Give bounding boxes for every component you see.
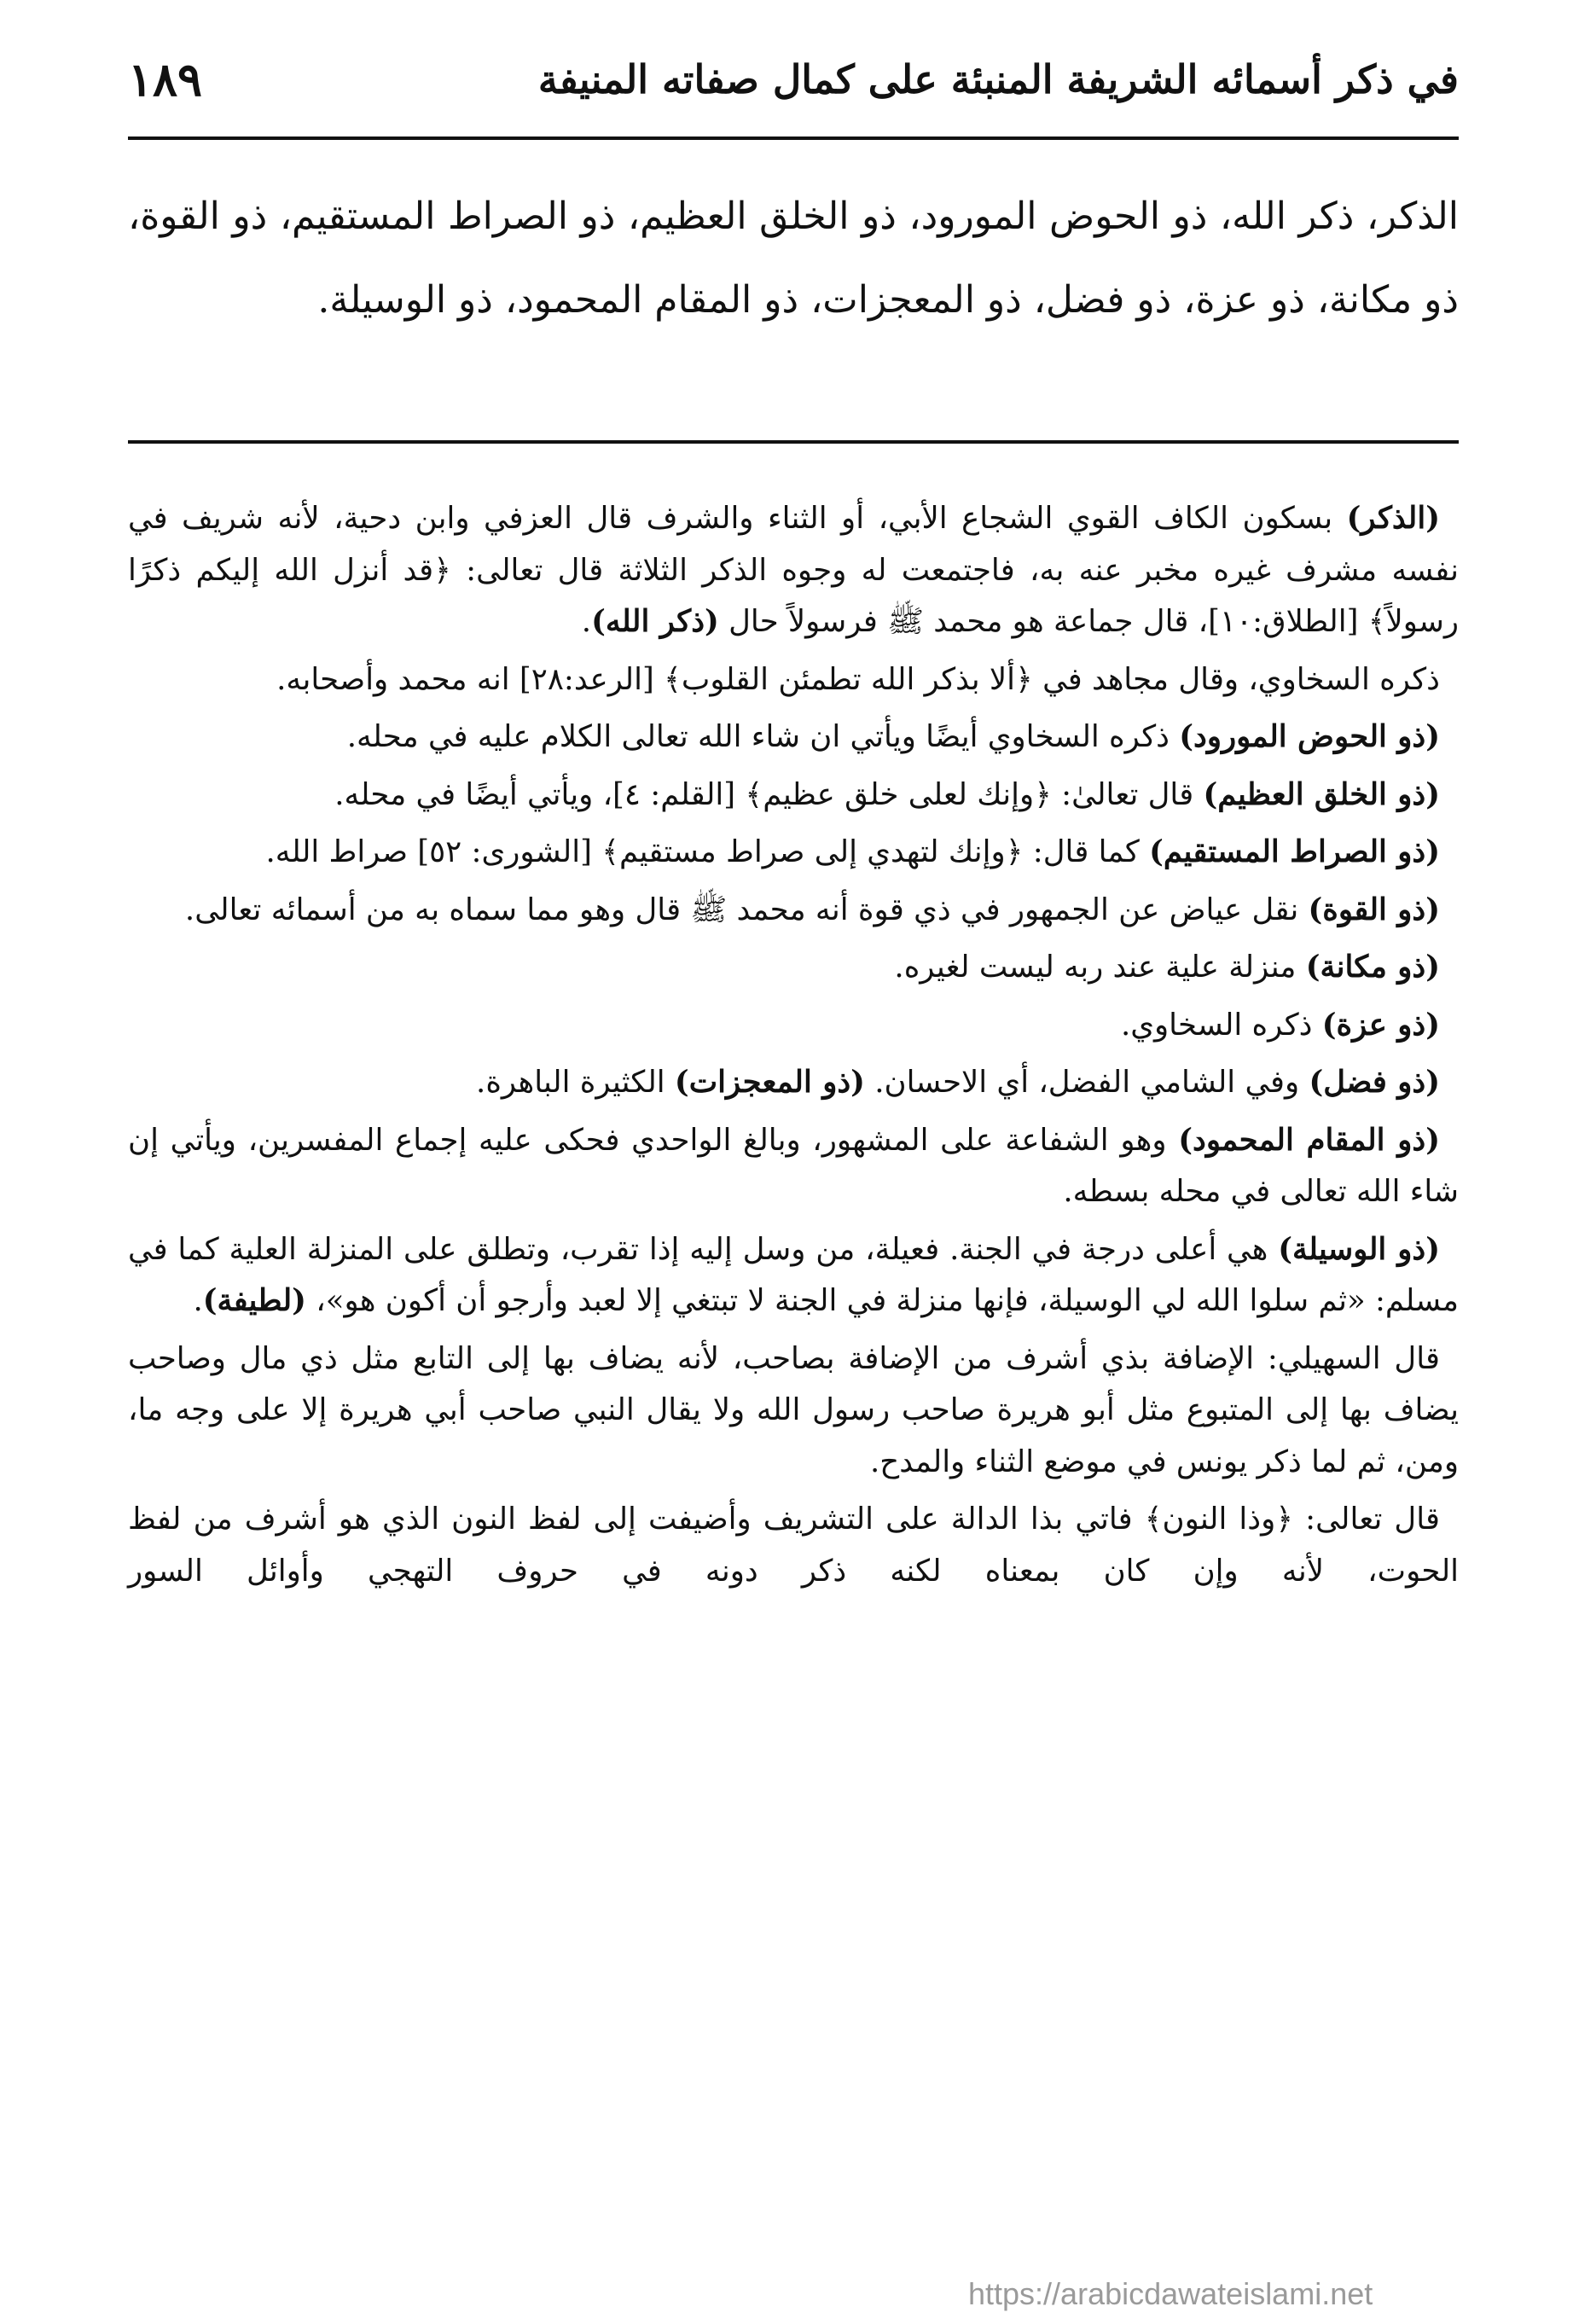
paragraph-text: منزلة علية عند ربه ليست لغيره. [894, 950, 1306, 985]
term: (ذو مكانة) [1305, 950, 1440, 985]
commentary-paragraph [128, 942, 1459, 994]
page-header [128, 41, 1459, 118]
main-text: الذكر، ذكر الله، ذو الحوض المورود، ذو الخلق العظيم، ذو الصراط المستقيم، ذو القوة، ذو مكانة، ذو عزة، ذو فضل، ذو المعجزات، ذو المقام المحمود، ذو الوسيلة. [128, 195, 1459, 322]
term: (ذكر الله) [591, 604, 719, 639]
paragraph-text: قال السهيلي: الإضافة بذي أشرف من الإضافة بصاحب، لأنه يضاف بها إلى التابع مثل ذي مال وصاحب يضاف بها إلى المتبوع مثل أبو هريرة صاحب رسول الله ولا يقال النبي صاحب أبي هريرة إلا على وجه ما، ومن، ثم لما ذكر يونس في موضع الثناء والمدح. [128, 1340, 1459, 1479]
commentary-paragraph [128, 493, 1459, 648]
commentary-paragraph [128, 1000, 1459, 1052]
paragraph-text: . [581, 604, 592, 639]
paragraph-text: كما قال: ﴿وإنك لتهدي إلى صراط مستقيم﴾ [الشورى: ٥٢] صراط الله. [265, 834, 1150, 869]
commentary-paragraph [128, 1057, 1459, 1109]
commentary-paragraph [128, 1333, 1459, 1489]
page-number: ١٨٩ [128, 52, 203, 107]
paragraph-text: بسكون الكاف القوي الشجاع الأبي، أو الثناء والشرف قال العزفي وابن دحية، لأنه شريف في نفسه مشرف غيره مخبر عنه به، فاجتمعت له وجوه الذكر الثلاثة قال تعالى: ﴿قد أنزل الله إليكم ذكرًا رسولاً﴾ [الطلاق:١٠]، قال جماعة هو محمد ﷺ فرسولاً حال [128, 501, 1459, 639]
watermark-url: https://arabicdawateislami.net [968, 2276, 1373, 2311]
term: (ذو الوسيلة) [1278, 1231, 1440, 1267]
paragraph-text: قال تعالى: ﴿وذا النون﴾ فاتي بذا الدالة على التشريف وأضيفت إلى لفظ النون الذي هو أشرف من لفظ الحوت، لأنه وإن كان بمعناه لكنه ذكر دونه في حروف التهجي وأوائل السور [128, 1502, 1459, 1589]
separator-rule [128, 440, 1459, 444]
commentary-paragraph [128, 827, 1459, 879]
paragraph-text: هي أعلى درجة في الجنة. فعيلة، من وسل إليه إذا تقرب، وتطلق على المنزلة العلية كما في مسلم: «ثم سلوا الله لي الوسيلة، فإنها منزلة في الجنة لا تبتغي إلا لعبد وأرجو أن أكون هو»، [128, 1231, 1459, 1318]
commentary-paragraph [128, 654, 1459, 706]
commentary-paragraph [128, 1494, 1459, 1597]
paragraph-text: ذكره السخاوي، وقال مجاهد في ﴿ألا بذكر الله تطمئن القلوب﴾ [الرعد:٢٨] انه محمد وأصحابه. [276, 661, 1440, 697]
term: (ذو المقام المحمود) [1178, 1122, 1441, 1158]
term: (ذو المعجزات) [674, 1065, 865, 1100]
commentary-paragraph [128, 712, 1459, 764]
paragraph-text: قال تعالىٰ: ﴿وإنك لعلى خلق عظيم﴾ [القلم: ٤]، ويأتي أيضًا في محله. [334, 776, 1204, 812]
commentary-paragraph [128, 885, 1459, 937]
commentary-paragraph [128, 1115, 1459, 1218]
running-title: في ذكر أسمائه الشريفة المنبئة على كمال صفاته المنيفة [537, 56, 1459, 102]
header-rule [128, 137, 1459, 140]
commentary-paragraph [128, 770, 1459, 822]
paragraph-text: . [193, 1283, 203, 1318]
term: (لطيفة) [202, 1283, 306, 1318]
term: (ذو الصراط المستقيم) [1149, 834, 1440, 869]
paragraph-text: ذكره السخاوي. [1120, 1007, 1322, 1043]
paragraph-text: نقل عياض عن الجمهور في ذي قوة أنه محمد ﷺ قال وهو مما سماه به من أسمائه تعالى. [184, 892, 1309, 927]
paragraph-text: وفي الشامي الفضل، أي الاحسان. [864, 1065, 1309, 1100]
term: (ذو القوة) [1308, 892, 1440, 927]
paragraph-text: وهو الشفاعة على المشهور، وبالغ الواحدي فحكى عليه إجماع المفسرين، ويأتي إن شاء الله تعالى في محله بسطه. [128, 1122, 1459, 1209]
paragraph-text: الكثيرة الباهرة. [476, 1065, 675, 1100]
commentary-paragraph [128, 1224, 1459, 1328]
term: (الذكر) [1346, 501, 1440, 536]
term: (ذو الخلق العظيم) [1203, 776, 1440, 812]
term: (ذو فضل) [1309, 1065, 1440, 1100]
term: (ذو عزة) [1321, 1007, 1440, 1043]
paragraph-text: ذكره السخاوي أيضًا ويأتي ان شاء الله تعالى الكلام عليه في محله. [346, 719, 1180, 754]
commentary [128, 493, 1459, 1603]
term: (ذو الحوض المورود) [1179, 719, 1440, 754]
